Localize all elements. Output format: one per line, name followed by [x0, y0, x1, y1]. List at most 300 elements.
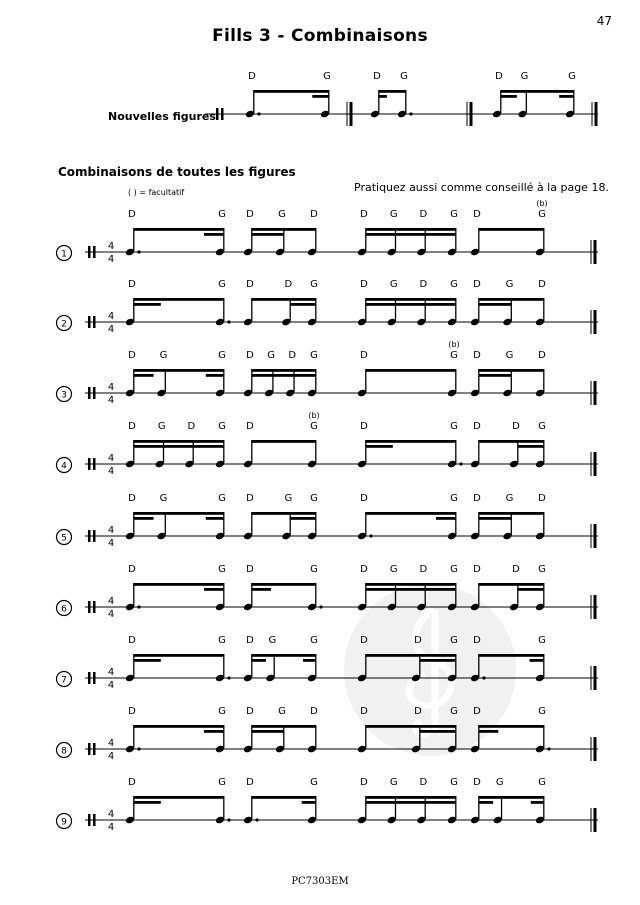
- time-signature-top: 4: [107, 382, 115, 393]
- beam: [366, 796, 456, 799]
- beat-group: [243, 706, 318, 753]
- beat-group: [243, 635, 318, 682]
- hand-label: D: [187, 421, 196, 432]
- secondary-beam: [134, 659, 161, 662]
- beam: [134, 512, 224, 515]
- rhythm-dot: [257, 112, 260, 115]
- hand-label: D: [473, 564, 481, 575]
- beam: [134, 796, 224, 799]
- hand-label: D: [538, 279, 546, 290]
- beam: [252, 512, 316, 515]
- time-signature-top: 4: [107, 738, 115, 749]
- secondary-beam: [479, 730, 499, 733]
- secondary-beam: [366, 303, 456, 306]
- beam: [252, 796, 316, 799]
- hand-label: G: [267, 350, 275, 361]
- beam: [252, 440, 316, 443]
- hand-label: G: [268, 635, 277, 646]
- secondary-beam: [252, 730, 284, 733]
- time-signature-top: 4: [107, 525, 115, 536]
- hand-label: G: [278, 209, 286, 220]
- hand-label: G: [310, 421, 318, 432]
- beat-group: [125, 421, 226, 468]
- secondary-beam: [204, 730, 224, 733]
- beam: [134, 228, 224, 231]
- time-signature-top: 4: [107, 809, 115, 820]
- secondary-beam: [479, 517, 512, 520]
- hand-label: D: [473, 209, 481, 220]
- percussion-clef-icon: [93, 814, 96, 826]
- hand-label: D: [128, 777, 136, 788]
- percussion-clef-icon: [93, 316, 96, 328]
- rhythm-dot: [227, 320, 230, 323]
- rhythm-dot: [137, 250, 140, 253]
- rhythm-dot: [482, 676, 485, 679]
- percussion-clef-icon: [88, 458, 91, 470]
- secondary-beam: [134, 445, 224, 448]
- hand-label: D: [414, 706, 422, 717]
- hand-label: D: [128, 209, 136, 220]
- secondary-beam: [559, 95, 574, 98]
- secondary-beam: [366, 233, 456, 236]
- hand-label: D: [360, 777, 368, 788]
- hand-label: G: [505, 279, 514, 290]
- secondary-beam: [252, 588, 271, 591]
- hand-label: D: [246, 350, 254, 361]
- hand-label: G: [505, 350, 514, 361]
- hand-label: G: [400, 71, 408, 82]
- rhythm-dot: [409, 112, 412, 115]
- beat-group: [125, 777, 231, 824]
- hand-label: G: [450, 350, 458, 361]
- beam: [479, 654, 544, 657]
- hand-label: D: [310, 209, 318, 220]
- exercise-row: [57, 279, 599, 335]
- rhythm-dot: [319, 605, 322, 608]
- beam: [252, 654, 316, 657]
- hand-label: D: [360, 635, 368, 646]
- hand-label: D: [473, 777, 481, 788]
- hand-label: D: [360, 421, 368, 432]
- page-title: Fills 3 - Combinaisons: [212, 26, 428, 46]
- hand-label: G: [450, 706, 458, 717]
- optional-mark-label: (b): [308, 411, 320, 420]
- exercise-row: [57, 493, 599, 549]
- hand-label: D: [360, 279, 368, 290]
- secondary-beam: [134, 374, 154, 377]
- hand-label: D: [538, 350, 546, 361]
- beam: [479, 725, 544, 728]
- hand-label: D: [288, 350, 297, 361]
- secondary-beam: [134, 303, 161, 306]
- hand-label: D: [246, 421, 254, 432]
- secondary-beam: [290, 517, 316, 520]
- hand-label: G: [218, 350, 226, 361]
- hand-label: G: [159, 350, 168, 361]
- beam: [366, 583, 456, 586]
- hand-label: D: [128, 350, 136, 361]
- percussion-clef-icon: [88, 601, 91, 613]
- hand-label: D: [473, 279, 481, 290]
- hand-label: G: [538, 564, 546, 575]
- beam: [366, 512, 456, 515]
- exercise-row: [57, 411, 599, 477]
- new-figures-staff: [205, 71, 598, 126]
- percussion-clef-icon: [88, 530, 91, 542]
- section-title: Combinaisons de toutes les figures: [58, 165, 296, 179]
- secondary-beam: [479, 303, 512, 306]
- hand-label: D: [373, 71, 381, 82]
- beat-group: [357, 635, 458, 682]
- percussion-clef-icon: [88, 814, 91, 826]
- exercise-number: 2: [61, 319, 67, 330]
- secondary-beam: [252, 659, 266, 662]
- hand-label: D: [419, 564, 428, 575]
- beat-group: [125, 209, 226, 256]
- percussion-clef-icon: [221, 108, 224, 120]
- hand-label: D: [360, 493, 368, 504]
- hand-label: G: [450, 564, 458, 575]
- beat-group: [470, 564, 546, 611]
- optional-mark-label: (b): [536, 199, 548, 208]
- beam: [252, 369, 316, 372]
- hand-label: G: [450, 421, 458, 432]
- secondary-beam: [206, 374, 224, 377]
- hand-label: G: [310, 635, 318, 646]
- exercise-number: 3: [61, 390, 67, 401]
- hand-label: D: [248, 71, 256, 82]
- beam: [134, 298, 224, 301]
- beam: [252, 228, 316, 231]
- hand-label: G: [389, 564, 398, 575]
- rhythm-dot: [227, 818, 230, 821]
- hand-label: D: [538, 493, 546, 504]
- hand-label: G: [310, 564, 318, 575]
- hand-label: D: [360, 350, 368, 361]
- time-signature-bottom: 4: [107, 751, 115, 762]
- secondary-beam: [302, 801, 316, 804]
- exercise-row: [57, 564, 599, 620]
- exercise-number: 9: [61, 817, 67, 828]
- beam: [366, 298, 456, 301]
- beat-group: [243, 411, 320, 468]
- beam: [252, 725, 316, 728]
- time-signature-bottom: 4: [107, 538, 115, 549]
- beat-group: [470, 199, 548, 256]
- beam: [254, 90, 329, 93]
- time-signature-top: 4: [107, 667, 115, 678]
- hand-label: G: [538, 421, 546, 432]
- hand-label: G: [389, 209, 398, 220]
- hand-label: G: [538, 209, 546, 220]
- hand-label: D: [246, 635, 254, 646]
- beat-group: [243, 777, 318, 824]
- rhythm-dot: [459, 462, 462, 465]
- hand-label: G: [538, 777, 546, 788]
- beat-group: [243, 493, 318, 540]
- hand-label: G: [389, 777, 398, 788]
- beam: [479, 796, 544, 799]
- hand-label: D: [414, 635, 422, 646]
- beam: [379, 90, 406, 93]
- hand-label: D: [473, 635, 481, 646]
- hand-label: D: [419, 279, 428, 290]
- percussion-clef-icon: [93, 601, 96, 613]
- beat-group: [357, 777, 458, 824]
- beam: [366, 228, 456, 231]
- beam: [366, 369, 456, 372]
- rhythm-dot: [547, 747, 550, 750]
- hand-label: D: [419, 209, 428, 220]
- hand-label: G: [538, 635, 546, 646]
- hand-label: G: [218, 209, 226, 220]
- secondary-beam: [252, 233, 284, 236]
- beat-group: [357, 279, 458, 326]
- time-signature-top: 4: [107, 311, 115, 322]
- exercise-number: 5: [61, 533, 67, 544]
- hand-label: D: [128, 635, 136, 646]
- hand-label: G: [389, 279, 398, 290]
- hand-label: G: [450, 209, 458, 220]
- optional-note: ( ) = facultatif: [128, 188, 185, 197]
- beam: [134, 369, 224, 372]
- time-signature-bottom: 4: [107, 254, 115, 265]
- hand-label: G: [450, 279, 458, 290]
- hand-label: G: [284, 493, 293, 504]
- hand-label: G: [505, 493, 514, 504]
- hand-label: G: [310, 777, 318, 788]
- hand-label: D: [246, 777, 254, 788]
- hand-label: D: [246, 209, 254, 220]
- beam: [366, 654, 456, 657]
- hand-label: G: [310, 350, 318, 361]
- footer-code: PC7303EM: [291, 876, 349, 887]
- hand-label: D: [128, 493, 136, 504]
- time-signature-top: 4: [107, 241, 115, 252]
- percussion-clef-icon: [93, 246, 96, 258]
- hand-label: D: [246, 279, 254, 290]
- hand-label: G: [450, 777, 458, 788]
- beat-group: [470, 777, 546, 824]
- percussion-clef-icon: [216, 108, 219, 120]
- percussion-clef-icon: [93, 387, 96, 399]
- time-signature-bottom: 4: [107, 395, 115, 406]
- beat-group: [125, 564, 226, 611]
- hand-label: D: [419, 777, 428, 788]
- hand-label: G: [450, 635, 458, 646]
- beat-group: [243, 564, 323, 611]
- hand-label: G: [218, 421, 226, 432]
- hand-label: G: [310, 493, 318, 504]
- hand-label: D: [512, 421, 520, 432]
- hand-label: G: [218, 564, 226, 575]
- secondary-beam: [134, 801, 161, 804]
- hand-label: G: [159, 493, 168, 504]
- beam: [479, 583, 544, 586]
- hand-label: D: [495, 71, 503, 82]
- beat-group: [470, 635, 546, 682]
- hand-label: D: [473, 350, 481, 361]
- hand-label: D: [473, 493, 481, 504]
- percussion-clef-icon: [93, 743, 96, 755]
- secondary-beam: [366, 445, 393, 448]
- hand-label: G: [495, 777, 504, 788]
- beat-group: [125, 350, 226, 397]
- hand-label: G: [218, 706, 226, 717]
- hand-label: D: [512, 564, 520, 575]
- beat-group: [470, 493, 546, 540]
- hand-label: D: [360, 706, 368, 717]
- secondary-beam: [518, 588, 544, 591]
- time-signature-bottom: 4: [107, 466, 115, 477]
- secondary-beam: [206, 517, 224, 520]
- time-signature-bottom: 4: [107, 822, 115, 833]
- beam: [366, 440, 456, 443]
- beat-group: [357, 421, 463, 468]
- exercise-row: [57, 706, 599, 762]
- beam: [134, 583, 224, 586]
- hand-label: G: [278, 706, 286, 717]
- secondary-beam: [379, 95, 387, 98]
- beam: [501, 90, 574, 93]
- exercise-number: 1: [61, 249, 67, 260]
- beam: [479, 369, 544, 372]
- percussion-clef-icon: [88, 387, 91, 399]
- rhythm-dot: [137, 747, 140, 750]
- percussion-clef-icon: [88, 246, 91, 258]
- beam: [479, 512, 544, 515]
- beat-group: [357, 340, 460, 397]
- hand-label: D: [246, 564, 254, 575]
- beam: [366, 725, 456, 728]
- secondary-beam: [436, 517, 456, 520]
- beat-group: [125, 635, 231, 682]
- exercise-number: 8: [61, 746, 67, 757]
- time-signature-top: 4: [107, 596, 115, 607]
- time-signature-bottom: 4: [107, 324, 115, 335]
- percussion-clef-icon: [93, 458, 96, 470]
- secondary-beam: [531, 801, 544, 804]
- secondary-beam: [530, 659, 544, 662]
- beam: [479, 228, 544, 231]
- new-figures-label: Nouvelles figures: [108, 110, 216, 123]
- hand-label: D: [360, 209, 368, 220]
- hand-label: D: [310, 706, 318, 717]
- secondary-beam: [312, 95, 329, 98]
- rhythm-dot: [369, 534, 372, 537]
- secondary-beam: [252, 374, 316, 377]
- exercise-row: [57, 340, 599, 406]
- beat-group: [470, 350, 546, 397]
- secondary-beam: [366, 588, 456, 591]
- beam: [252, 583, 316, 586]
- beat-group: [245, 71, 331, 118]
- hand-label: G: [450, 493, 458, 504]
- percussion-clef-icon: [88, 316, 91, 328]
- beat-group: [470, 279, 546, 326]
- hand-label: D: [284, 279, 293, 290]
- hand-label: G: [218, 635, 226, 646]
- hand-label: D: [360, 564, 368, 575]
- hand-label: D: [473, 421, 481, 432]
- secondary-beam: [420, 659, 456, 662]
- hand-label: G: [218, 777, 226, 788]
- hand-label: D: [128, 564, 136, 575]
- hand-label: G: [310, 279, 318, 290]
- secondary-beam: [479, 374, 512, 377]
- secondary-beam: [204, 233, 224, 236]
- secondary-beam: [366, 801, 456, 804]
- exercise-row: [57, 199, 599, 265]
- exercise-number: 6: [61, 604, 67, 615]
- beat-group: [357, 706, 458, 753]
- rhythm-dot: [255, 818, 258, 821]
- beam: [479, 298, 544, 301]
- exercise-number: 7: [61, 675, 67, 686]
- secondary-beam: [204, 588, 224, 591]
- beat-group: [492, 71, 576, 118]
- time-signature-bottom: 4: [107, 609, 115, 620]
- beat-group: [357, 493, 458, 540]
- hand-label: G: [568, 71, 576, 82]
- rhythm-dot: [137, 605, 140, 608]
- page-number: 47: [596, 14, 612, 28]
- exercise-row: [57, 777, 599, 833]
- secondary-beam: [420, 730, 456, 733]
- beat-group: [125, 706, 226, 753]
- secondary-beam: [134, 517, 154, 520]
- secondary-beam: [518, 445, 544, 448]
- beat-group: [357, 564, 458, 611]
- percussion-clef-icon: [88, 743, 91, 755]
- beat-group: [125, 493, 226, 540]
- beat-group: [470, 706, 551, 753]
- beam: [134, 725, 224, 728]
- hand-label: D: [246, 493, 254, 504]
- practice-note: Pratiquez aussi comme conseillé à la page 18.: [354, 181, 609, 194]
- hand-label: G: [218, 493, 226, 504]
- secondary-beam: [479, 801, 493, 804]
- beat-group: [357, 209, 458, 256]
- hand-label: G: [323, 71, 331, 82]
- beam: [134, 654, 224, 657]
- optional-mark-label: (b): [448, 340, 460, 349]
- beam: [479, 440, 544, 443]
- beat-group: [243, 209, 318, 256]
- secondary-beam: [290, 303, 316, 306]
- beam: [252, 298, 316, 301]
- hand-label: D: [246, 706, 254, 717]
- exercise-row: [57, 635, 599, 691]
- hand-label: D: [128, 421, 136, 432]
- secondary-beam: [303, 659, 316, 662]
- rhythm-dot: [227, 676, 230, 679]
- beat-group: [470, 421, 546, 468]
- beat-group: [125, 279, 231, 326]
- secondary-beam: [501, 95, 517, 98]
- beat-group: [243, 279, 318, 326]
- hand-label: G: [218, 279, 226, 290]
- percussion-clef-icon: [93, 530, 96, 542]
- percussion-clef-icon: [88, 672, 91, 684]
- time-signature-bottom: 4: [107, 680, 115, 691]
- beam: [134, 440, 224, 443]
- hand-label: D: [128, 279, 136, 290]
- beat-group: [243, 350, 318, 397]
- hand-label: D: [128, 706, 136, 717]
- exercise-number: 4: [61, 461, 67, 472]
- time-signature-top: 4: [107, 453, 115, 464]
